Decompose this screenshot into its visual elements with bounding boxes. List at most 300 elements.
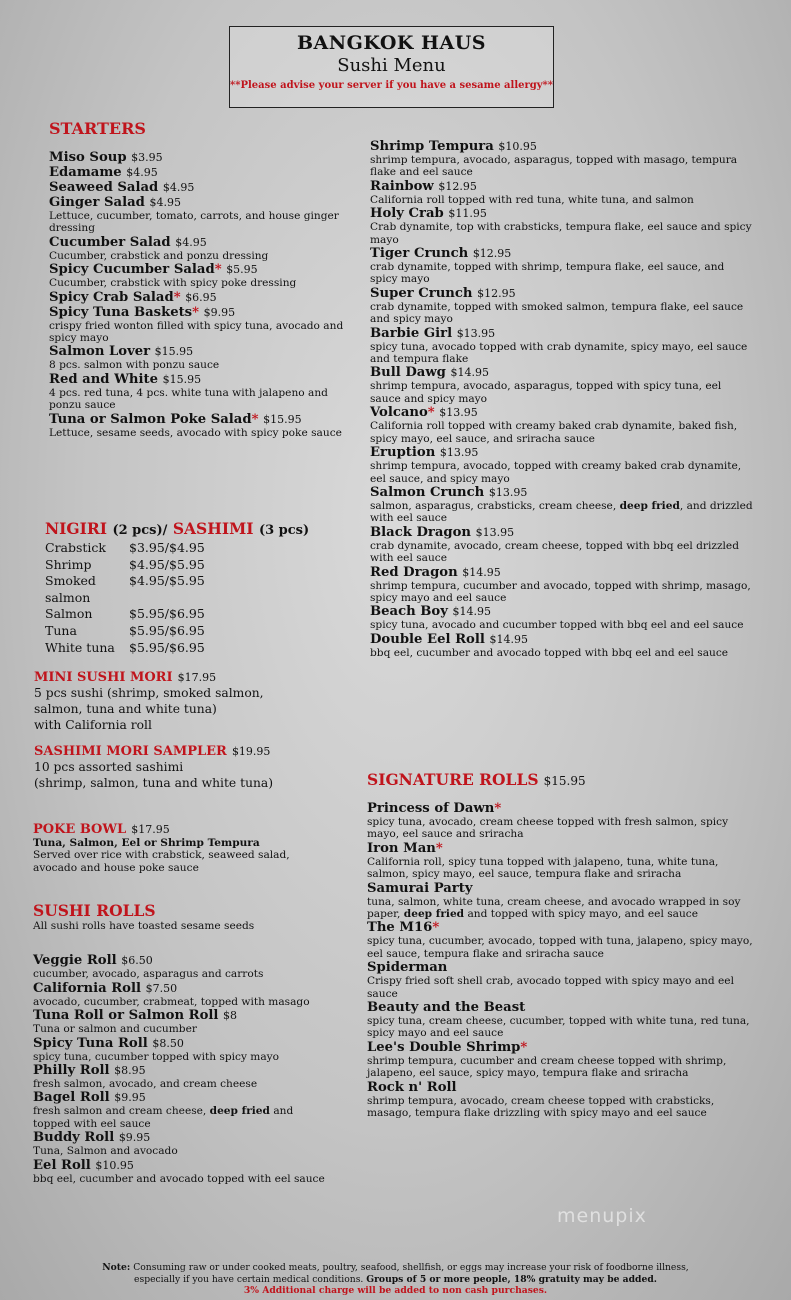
menu-item <box>370 405 755 445</box>
item-desc-text: crab dynamite, topped with shrimp, tempura flake, eel sauce, and spicy mayo <box>370 261 725 286</box>
item-desc <box>370 341 755 366</box>
menu-item <box>49 150 349 165</box>
item-name-line <box>370 179 755 194</box>
item-price: $13.95 <box>475 525 515 539</box>
item-star: * <box>251 411 259 427</box>
item-name: Iron Man <box>367 840 436 856</box>
item-desc <box>370 619 755 631</box>
sushi-rolls-note: All sushi rolls have toasted sesame seeds <box>33 920 255 932</box>
item-name-line <box>367 801 757 816</box>
item-price: $9.95 <box>203 305 236 319</box>
nigiri-row <box>45 606 345 623</box>
item-desc-text: spicy tuna, cream cheese, cucumber, topped with white tuna, red tuna, spicy mayo and eel sauce <box>367 1015 750 1040</box>
item-name: Beach Boy <box>370 604 448 620</box>
footer-line-1: Consuming raw or under cooked meats, poultry, seafood, shellfish, or eggs may increase your risk of foodborne illness, <box>130 1262 689 1273</box>
item-price: $15.95 <box>263 412 302 426</box>
item-name-line <box>49 372 349 387</box>
signature-rolls-title: SIGNATURE ROLLS <box>367 770 539 789</box>
item-desc-bold: deep fried <box>619 499 680 512</box>
item-desc-text: fresh salmon, avocado, and cream cheese <box>33 1078 258 1091</box>
item-desc <box>367 816 757 841</box>
item-name-line <box>370 485 755 500</box>
sushi-rolls-list <box>33 953 333 1185</box>
menu-item <box>49 262 349 289</box>
nigiri-name: Crabstick <box>45 540 107 555</box>
menu-item <box>33 1158 333 1185</box>
footer-line-3: 3% Additional charge will be added to non cash purchases. <box>243 1285 548 1296</box>
item-name-line <box>370 445 755 460</box>
poke-bowl-price: $17.95 <box>131 823 170 836</box>
item-name-line <box>49 195 349 210</box>
item-name: Lee's Double Shrimp <box>367 1039 521 1055</box>
sushi-rolls-title: SUSHI ROLLS <box>33 901 156 920</box>
nigiri-price: $4.95/$5.95 <box>129 556 205 572</box>
item-price: $12.95 <box>472 247 512 261</box>
sashimi-mori-title: SASHIMI MORI SAMPLER <box>34 744 227 759</box>
item-price: $4.95 <box>162 181 195 194</box>
item-name: Buddy Roll <box>33 1130 115 1146</box>
item-desc <box>370 540 755 565</box>
item-desc <box>367 856 757 881</box>
item-desc <box>370 460 755 485</box>
sashimi-pcs: (3 pcs) <box>258 523 310 538</box>
item-name: Tuna or Salmon Poke Salad <box>49 411 252 427</box>
item-desc: Cucumber, crabstick and ponzu dressing <box>49 249 269 262</box>
item-desc-text: and topped with spicy mayo, and eel sauce <box>464 908 698 921</box>
item-star: * <box>432 920 440 936</box>
item-star: * <box>520 1039 528 1055</box>
menu-item <box>367 1000 757 1040</box>
starters-list <box>49 150 349 439</box>
item-desc <box>367 1055 757 1080</box>
item-name: Philly Roll <box>33 1063 110 1079</box>
menu-item <box>49 412 349 439</box>
item-desc-text: shrimp tempura, avocado, asparagus, topped with spicy tuna, eel sauce and spicy mayo <box>370 380 722 405</box>
starters-section <box>49 119 349 439</box>
item-name-line <box>370 604 755 619</box>
item-name-line <box>49 235 349 250</box>
menu-item <box>370 632 755 659</box>
item-name-line <box>370 139 755 154</box>
footer-note-label: Note: <box>102 1262 131 1273</box>
item-name-line <box>49 150 349 165</box>
nigiri-name: Tuna <box>45 622 77 638</box>
special-rolls-section <box>370 139 755 659</box>
poke-bowl-options: Tuna, Salmon, Eel or Shrimp Tempura <box>33 837 260 849</box>
item-name: Spicy Tuna Baskets <box>49 304 193 320</box>
mini-mori-price: $17.95 <box>177 671 217 684</box>
item-price: $15.95 <box>162 372 202 386</box>
item-name: Ginger Salad <box>49 195 145 210</box>
item-desc-text: crab dynamite, topped with smoked salmon, tempura flake, eel sauce and spicy mayo <box>370 300 744 326</box>
item-name: Tiger Crunch <box>370 246 469 262</box>
signature-rolls-section <box>367 770 757 1120</box>
sushi-rolls-section <box>33 901 333 1185</box>
item-name-line <box>33 1130 333 1145</box>
menu-item <box>33 953 333 980</box>
item-price: $8 <box>223 1009 237 1023</box>
item-name: Beauty and the Beast <box>367 1000 526 1016</box>
menu-item <box>370 365 755 405</box>
item-desc-bold: deep fried <box>403 908 465 921</box>
restaurant-name: BANGKOK HAUS <box>296 32 487 54</box>
menu-item <box>33 981 333 1008</box>
item-desc: crispy fried wonton filled with spicy tuna, avocado and spicy mayo <box>49 319 344 345</box>
nigiri-section <box>45 519 345 656</box>
item-name: Spiderman <box>367 960 448 976</box>
menu-item <box>33 1130 333 1157</box>
signature-rolls-list <box>367 801 757 1120</box>
menu-title-box <box>229 26 554 108</box>
item-price: $8.95 <box>114 1064 146 1078</box>
menu-subtitle: Sushi Menu <box>337 55 446 76</box>
item-name: Red and White <box>49 371 158 387</box>
item-desc: 8 pcs. salmon with ponzu sauce <box>49 359 220 372</box>
item-name-line <box>49 180 349 195</box>
item-desc: 4 pcs. red tuna, 4 pcs. white tuna with jalapeno and ponzu sauce <box>49 386 328 412</box>
menu-item <box>370 246 755 286</box>
item-desc-text: shrimp tempura, avocado, topped with creamy baked crab dynamite, eel sauce, and spicy mayo <box>370 460 742 485</box>
menu-item <box>49 165 349 180</box>
item-price: $15.95 <box>154 345 194 359</box>
menu-item <box>370 326 755 366</box>
item-desc-text: spicy tuna, avocado, cream cheese topped with fresh salmon, spicy mayo, eel sauce and sriracha <box>367 816 729 841</box>
menu-item <box>367 881 757 921</box>
watermark-logo: menupix <box>557 1205 647 1227</box>
menu-item <box>367 1040 757 1080</box>
item-name-line <box>367 1000 757 1015</box>
item-name: Holy Crab <box>370 206 444 222</box>
item-price: $14.95 <box>452 605 491 619</box>
item-name-line <box>33 1063 333 1078</box>
item-name-line <box>33 1008 333 1023</box>
item-name-line <box>33 1158 333 1173</box>
nigiri-row <box>45 640 345 657</box>
item-desc <box>370 221 755 246</box>
item-name-line <box>367 920 757 935</box>
menu-item <box>367 960 757 1000</box>
item-price: $4.95 <box>149 196 181 209</box>
item-name-line <box>49 262 349 277</box>
item-price: $14.95 <box>489 632 528 646</box>
item-desc <box>33 968 333 980</box>
item-desc-text: shrimp tempura, cucumber and cream cheese topped with shrimp, jalapeno, eel sauce, spicy mayo, tempura flake and sriracha <box>367 1054 727 1080</box>
item-name: Volcano <box>370 405 428 421</box>
item-name-line <box>49 290 349 305</box>
item-name-line <box>367 1080 757 1095</box>
item-desc-text: spicy tuna, avocado topped with crab dynamite, spicy mayo, eel sauce and tempura flake <box>370 340 748 366</box>
item-name-line <box>370 565 755 580</box>
mini-mori-line: with California roll <box>34 718 152 732</box>
menu-item <box>33 1090 333 1130</box>
menu-item <box>33 1063 333 1090</box>
item-desc-text: crab dynamite, avocado, cream cheese, topped with bbq eel drizzled with eel sauce <box>370 539 739 565</box>
menu-item <box>49 305 349 345</box>
nigiri-pcs: (2 pcs)/ <box>112 523 168 538</box>
mini-mori-title: MINI SUSHI MORI <box>34 670 173 685</box>
item-name: Spicy Tuna Roll <box>33 1035 148 1051</box>
nigiri-name: Smoked salmon <box>45 573 96 605</box>
item-name-line <box>49 344 349 359</box>
mini-mori-line: salmon, tuna and white tuna) <box>34 702 217 716</box>
item-price: $10.95 <box>95 1158 134 1172</box>
menu-item <box>49 180 349 195</box>
mini-mori-line: 5 pcs sushi (shrimp, smoked salmon, <box>34 686 264 700</box>
item-name: Edamame <box>49 165 122 180</box>
item-name-line <box>367 1040 757 1055</box>
item-desc-text: bbq eel, cucumber and avocado topped with bbq eel and eel sauce <box>370 646 729 659</box>
menu-item <box>49 372 349 412</box>
item-star: * <box>435 840 443 856</box>
item-price: $4.95 <box>175 235 207 249</box>
sashimi-mori-price: $19.95 <box>231 745 271 758</box>
item-star: * <box>427 405 435 421</box>
item-desc-text: California roll, spicy tuna topped with jalapeno, tuna, white tuna, salmon, spicy mayo, eel sauce, tempura flake and sriracha <box>367 855 719 881</box>
item-name: Bagel Roll <box>33 1090 110 1106</box>
item-desc-text: fresh salmon and cream cheese, <box>33 1105 210 1118</box>
item-name: Bull Dawg <box>370 365 446 381</box>
footer-line-2a: especially if you have certain medical conditions. <box>134 1273 367 1285</box>
item-name-line <box>370 326 755 341</box>
item-desc <box>367 975 757 1000</box>
item-star: * <box>192 304 200 320</box>
item-desc <box>33 996 333 1008</box>
nigiri-row <box>45 623 345 640</box>
item-name: Super Crunch <box>370 285 473 301</box>
sashimi-title: SASHIMI <box>172 519 254 538</box>
item-name: Princess of Dawn <box>367 801 495 816</box>
item-name-line <box>49 305 349 320</box>
item-name: Shrimp Tempura <box>370 139 494 154</box>
item-name-line <box>33 1036 333 1051</box>
item-desc-text: Tuna or salmon and cucumber <box>33 1023 197 1036</box>
footer-note <box>40 1262 751 1297</box>
menu-item <box>33 1036 333 1063</box>
item-desc <box>33 1145 333 1157</box>
menu-item <box>367 801 757 841</box>
item-price: $14.95 <box>462 565 501 579</box>
nigiri-name: White tuna <box>45 639 115 655</box>
item-desc-text: spicy tuna, cucumber topped with spicy mayo <box>33 1050 280 1063</box>
item-desc-text: shrimp tempura, avocado, asparagus, topped with masago, tempura flake and eel sauce <box>370 154 738 179</box>
item-desc-text: , and drizzled with eel sauce <box>370 499 753 525</box>
menu-item <box>33 1008 333 1035</box>
item-price: $12.95 <box>438 179 477 193</box>
item-desc <box>370 380 755 405</box>
item-name: Spicy Crab Salad <box>49 289 174 305</box>
item-name-line <box>33 953 333 968</box>
menu-item <box>370 604 755 631</box>
item-price: $4.95 <box>126 166 158 179</box>
nigiri-name: Shrimp <box>45 556 92 572</box>
menu-item <box>49 290 349 305</box>
nigiri-title: NIGIRI <box>45 519 108 538</box>
item-name-line <box>370 632 755 647</box>
item-desc-text: tuna, salmon, white tuna, cream cheese, and avocado wrapped in soy paper, <box>367 895 741 921</box>
item-price: $9.95 <box>114 1091 146 1105</box>
item-star: * <box>494 801 502 816</box>
menu-item <box>49 344 349 371</box>
item-name-line <box>33 1090 333 1105</box>
item-desc-text: California roll topped with red tuna, white tuna, and salmon <box>370 193 694 206</box>
item-price: $12.95 <box>477 286 516 300</box>
nigiri-row <box>45 557 345 574</box>
item-desc <box>370 647 755 659</box>
item-desc <box>367 1095 757 1120</box>
item-name-line <box>370 206 755 221</box>
item-desc <box>33 1105 333 1130</box>
menu-item <box>370 179 755 206</box>
menu-item <box>49 195 349 235</box>
item-price: $7.50 <box>145 981 178 995</box>
item-name-line <box>370 286 755 301</box>
item-desc: Lettuce, cucumber, tomato, carrots, and house ginger dressing <box>49 210 339 235</box>
item-price: $5.95 <box>226 263 258 277</box>
poke-bowl <box>33 818 333 874</box>
item-desc-text: bbq eel, cucumber and avocado topped with eel sauce <box>33 1172 325 1185</box>
item-name-line <box>367 960 757 975</box>
nigiri-price: $5.95/$6.95 <box>129 606 205 622</box>
menu-item <box>370 525 755 565</box>
nigiri-row <box>45 540 345 557</box>
menu-item <box>370 445 755 485</box>
item-desc-text: Crab dynamite, top with crabsticks, tempura flake, eel sauce and spicy mayo <box>370 221 752 246</box>
item-name: Red Dragon <box>370 564 458 580</box>
item-name-line <box>367 841 757 856</box>
item-desc <box>370 301 755 326</box>
item-name: Veggie Roll <box>33 953 117 969</box>
allergy-notice: **Please advise your server if you have a sesame allergy** <box>230 80 554 91</box>
menu-item <box>370 565 755 605</box>
menu-item <box>370 286 755 326</box>
nigiri-price-list <box>45 540 345 656</box>
item-desc-text: spicy tuna, cucumber, avocado, topped with tuna, jalapeno, spicy mayo, eel sauce, tempura flake and sriracha sauce <box>367 935 753 960</box>
item-name: Barbie Girl <box>370 325 453 341</box>
item-name: Cucumber Salad <box>49 234 171 250</box>
item-price: $3.95 <box>131 151 163 164</box>
item-price: $11.95 <box>448 207 487 221</box>
item-name: Salmon Crunch <box>370 484 485 500</box>
footer-line-2b: Groups of 5 or more people, 18% gratuity may be added. <box>366 1273 657 1285</box>
item-name-line <box>370 525 755 540</box>
item-name-line <box>370 246 755 261</box>
starters-title: STARTERS <box>49 119 146 138</box>
item-desc <box>370 194 755 206</box>
item-name-line <box>367 881 757 896</box>
item-name: Tuna Roll or Salmon Roll <box>33 1008 219 1024</box>
item-desc <box>33 1023 333 1035</box>
item-desc-text: Crispy fried soft shell crab, avocado topped with spicy mayo and eel sauce <box>367 975 734 1000</box>
item-desc <box>33 1078 333 1090</box>
nigiri-name: Salmon <box>45 606 93 622</box>
menu-item <box>367 841 757 881</box>
menu-item <box>367 1080 757 1120</box>
item-desc-text: salmon, asparagus, crabsticks, cream cheese, <box>370 499 620 512</box>
item-desc-text: Tuna, Salmon and avocado <box>33 1145 178 1158</box>
item-name: Samurai Party <box>367 880 473 896</box>
item-price: $14.95 <box>450 366 489 380</box>
item-desc <box>367 1015 757 1040</box>
item-name: Double Eel Roll <box>370 631 485 647</box>
item-price: $6.95 <box>185 290 217 304</box>
item-desc-text: California roll topped with creamy baked crab dynamite, baked fish, spicy mayo, eel sauce, and sriracha sauce <box>370 420 738 445</box>
item-name: Seaweed Salad <box>49 180 159 195</box>
item-desc <box>370 261 755 286</box>
menu-item <box>370 485 755 525</box>
menu-item <box>367 920 757 960</box>
mini-sushi-mori <box>34 666 354 733</box>
nigiri-price: $5.95/$6.95 <box>129 639 205 655</box>
nigiri-price: $4.95/$5.95 <box>129 573 205 589</box>
item-desc-text: shrimp tempura, cucumber and avocado, topped with shrimp, masago, spicy mayo and eel sauce <box>370 579 751 604</box>
item-desc-text: and topped with eel sauce <box>33 1105 294 1130</box>
item-desc-text: cucumber, avocado, asparagus and carrots <box>33 968 264 981</box>
item-desc <box>370 154 755 179</box>
sashimi-mori-sampler <box>34 740 364 791</box>
item-name-line <box>49 412 349 427</box>
item-desc <box>370 420 755 445</box>
item-price: $13.95 <box>439 446 479 460</box>
item-name: Spicy Cucumber Salad <box>49 262 215 278</box>
item-name: Rainbow <box>370 178 434 194</box>
item-name: Eruption <box>370 445 436 461</box>
poke-bowl-title: POKE BOWL <box>33 822 127 837</box>
item-desc <box>33 1173 333 1185</box>
item-name: Salmon Lover <box>49 344 151 360</box>
sashimi-mori-line: 10 pcs assorted sashimi <box>34 760 184 774</box>
item-name: The M16 <box>367 920 433 936</box>
item-desc-text: avocado, cucumber, crabmeat, topped with masago <box>33 995 310 1008</box>
item-name: Black Dragon <box>370 524 471 540</box>
item-desc-text: spicy tuna, avocado and cucumber topped with bbq eel and eel sauce <box>370 619 744 632</box>
item-price: $6.50 <box>121 954 153 968</box>
item-desc: Lettuce, sesame seeds, avocado with spicy poke sauce <box>49 426 342 439</box>
item-desc <box>367 896 757 921</box>
sashimi-mori-line: (shrimp, salmon, tuna and white tuna) <box>34 776 274 790</box>
poke-bowl-desc: Served over rice with crabstick, seaweed salad, avocado and house poke sauce <box>33 849 290 874</box>
item-desc-text: shrimp tempura, avocado, cream cheese topped with crabsticks, masago, tempura flake drizzling with spicy mayo and eel sauce <box>367 1094 715 1120</box>
special-rolls-list <box>370 139 755 659</box>
signature-rolls-price: $15.95 <box>543 774 586 788</box>
menu-item <box>370 206 755 246</box>
item-desc-bold: deep fried <box>209 1105 270 1118</box>
item-name-line <box>49 165 349 180</box>
nigiri-price: $5.95/$6.95 <box>129 622 205 638</box>
item-name-line <box>370 365 755 380</box>
item-price: $9.95 <box>118 1131 151 1145</box>
item-star: * <box>214 262 222 278</box>
item-price: $13.95 <box>488 485 528 499</box>
item-price: $10.95 <box>498 140 537 153</box>
menu-item <box>370 139 755 179</box>
item-desc <box>370 500 755 525</box>
item-desc <box>367 935 757 960</box>
item-name-line <box>33 981 333 996</box>
item-price: $8.50 <box>152 1036 184 1050</box>
nigiri-row <box>45 573 345 606</box>
item-name: Rock n' Roll <box>367 1079 457 1095</box>
item-name-line <box>370 405 755 420</box>
item-name: Miso Soup <box>49 150 127 165</box>
item-desc <box>33 1051 333 1063</box>
item-desc: Cucumber, crabstick with spicy poke dressing <box>49 277 297 290</box>
item-name: California Roll <box>33 980 141 996</box>
item-desc <box>370 580 755 605</box>
item-price: $13.95 <box>456 326 496 340</box>
item-price: $13.95 <box>439 406 478 420</box>
item-star: * <box>173 289 181 305</box>
nigiri-price: $3.95/$4.95 <box>129 540 205 555</box>
